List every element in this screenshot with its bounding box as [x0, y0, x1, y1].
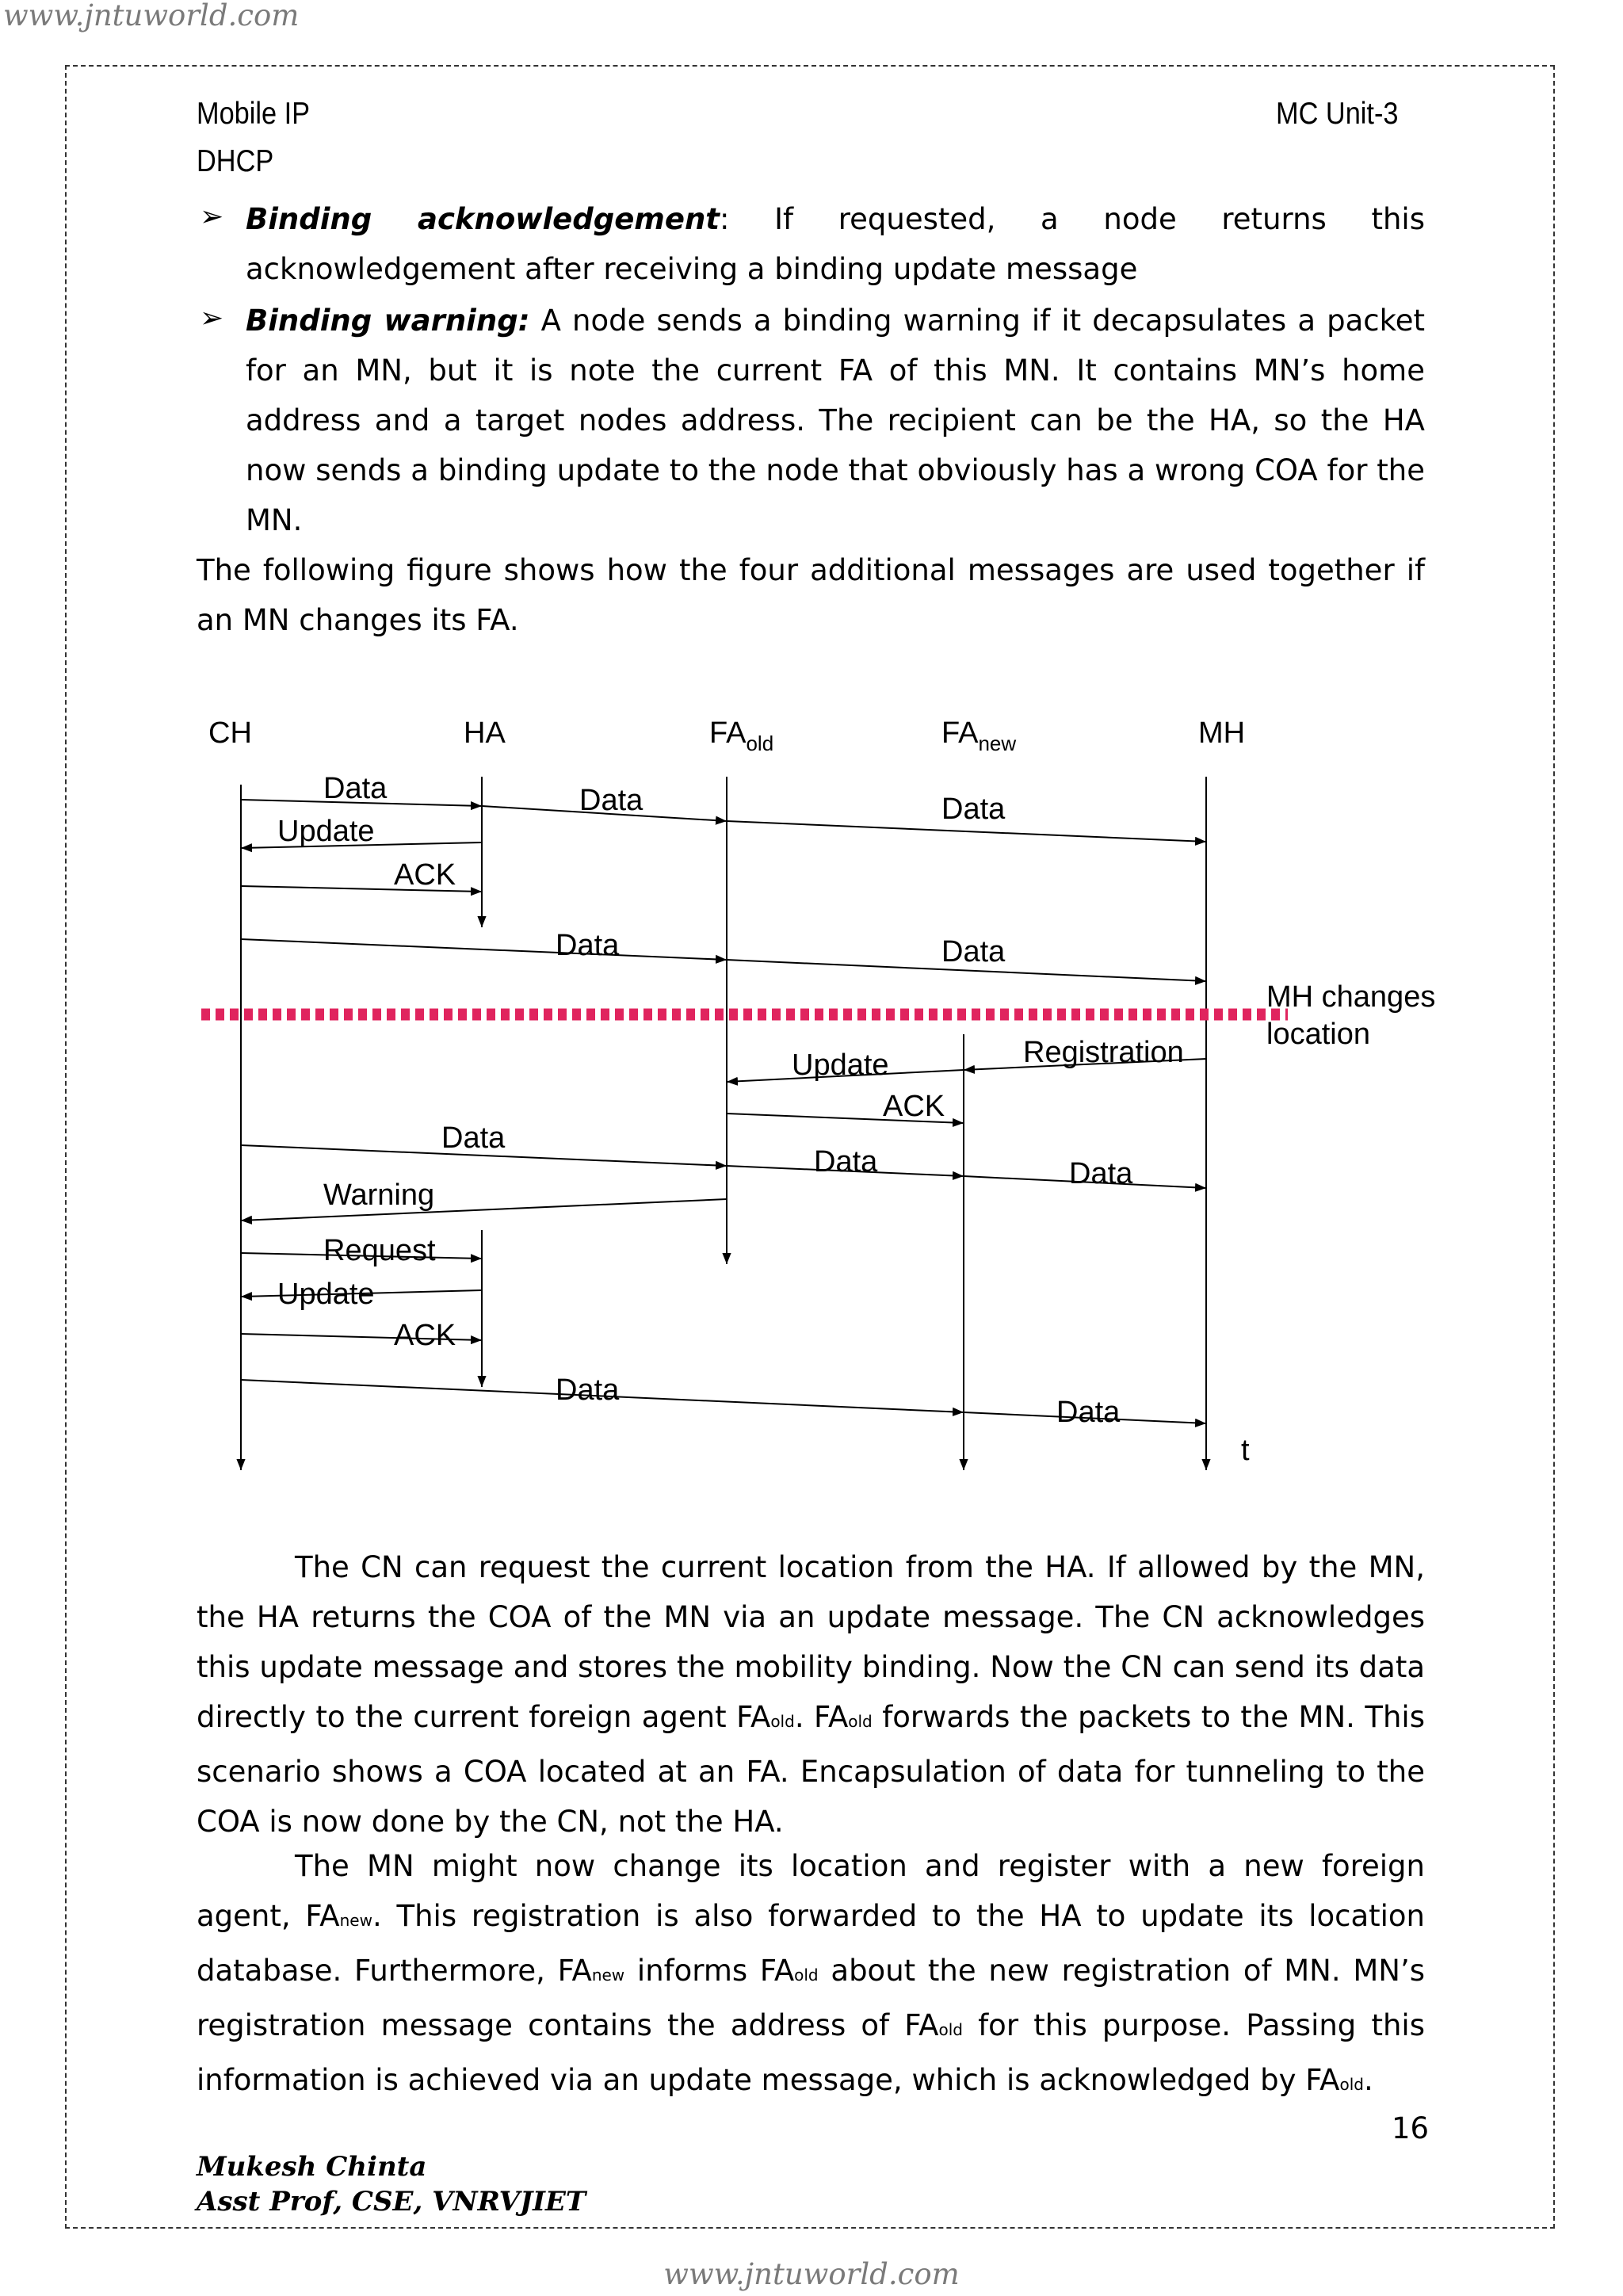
bullet-icon: ➢	[200, 301, 224, 334]
node-fa-new: $FA_{new}$	[941, 716, 1017, 755]
author-name: Mukesh Chinta	[197, 2151, 427, 2183]
msg-label: Update	[277, 815, 375, 848]
arrow-data-ch-faold	[241, 939, 727, 960]
msg-label: Update	[792, 1049, 889, 1082]
watermark-bottom: www.jntuworld.com	[663, 2257, 960, 2291]
bullet-icon: ➢	[200, 200, 224, 232]
msg-label: Request	[323, 1234, 436, 1267]
msg-label: ACK	[394, 858, 456, 892]
page-number: 16	[1392, 2111, 1430, 2145]
node-ha: HA	[464, 716, 506, 750]
msg-label: Data	[441, 1121, 506, 1155]
header-sub: DHCP	[197, 144, 274, 178]
msg-label: Data	[1069, 1157, 1133, 1190]
bullet-binding-ack	[246, 194, 1425, 294]
bullet-term: Binding acknowledgement	[246, 202, 720, 236]
mobile-ip-sequence-diagram	[182, 697, 1466, 1490]
label-location: location	[1266, 1018, 1370, 1051]
msg-label: Registration	[1023, 1036, 1184, 1069]
node-ch: CH	[208, 716, 252, 750]
msg-label: Data	[941, 935, 1006, 968]
label-mh-changes: MH changes	[1266, 980, 1436, 1014]
msg-label: Data	[941, 793, 1006, 826]
author-title: Asst Prof, CSE, VNRVJIET	[197, 2186, 586, 2218]
msg-label: Data	[814, 1145, 878, 1179]
node-fa-old: $FA_{old}$	[709, 716, 774, 755]
bullet-text: : If requested, a node returns this acknowledgement after receiving a binding update message	[246, 202, 1425, 286]
msg-label: Data	[556, 929, 620, 962]
paragraph-mn-change: The MN might now change its location and register with a new foreign agent, FAnew. This registration is also forwarded to the HA to update its location database. Furthermore, FAnew informs FAold about the new registration of MN. MN’s registration message contains the address of FAold for this purpose. Passing this information is achieved via an update message, which is acknowledged by FAold.	[197, 1849, 1426, 2097]
msg-label: Warning	[323, 1179, 435, 1212]
intro-paragraph: The following figure shows how the four additional messages are used together if an MN changes its FA.	[197, 553, 1425, 637]
msg-label: Update	[277, 1278, 375, 1311]
msg-label: Data	[556, 1373, 620, 1407]
bullet-binding-warning	[246, 296, 1425, 545]
msg-label: Data	[323, 772, 388, 805]
paragraph-cn-request: The CN can request the current location from the HA. If allowed by the MN, the HA returns the COA of the MN via an update message. The CN acknowledges this update message and stores the mobility binding. Now the CN can send its data directly to the current foreign agent FAold. FAold forwards the packets to the MN. This scenario shows a COA located at an FA. Encapsulation of data for tunneling to the COA is now done by the CN, not the HA.	[197, 1550, 1425, 1839]
node-mh: MH	[1198, 716, 1246, 750]
header-right: MC Unit-3	[1276, 97, 1399, 131]
msg-label: ACK	[394, 1319, 456, 1352]
msg-label: Data	[579, 784, 643, 817]
watermark-top: www.jntuworld.com	[3, 0, 300, 32]
header-left: Mobile IP	[197, 97, 311, 131]
msg-label: Data	[1056, 1396, 1121, 1429]
bullet-text: A node sends a binding warning if it decapsulates a packet for an MN, but it is note the current FA of this MN. It contains MN’s home address and a target nodes address. The recipient can be the HA, so the HA now sends a binding update to the node that obviously has a wrong COA for the MN.	[246, 304, 1425, 537]
arrow-warning-faold-ch	[241, 1199, 727, 1221]
bullet-term: Binding warning:	[246, 304, 530, 338]
label-time: t	[1241, 1434, 1250, 1467]
msg-label: ACK	[883, 1090, 945, 1123]
